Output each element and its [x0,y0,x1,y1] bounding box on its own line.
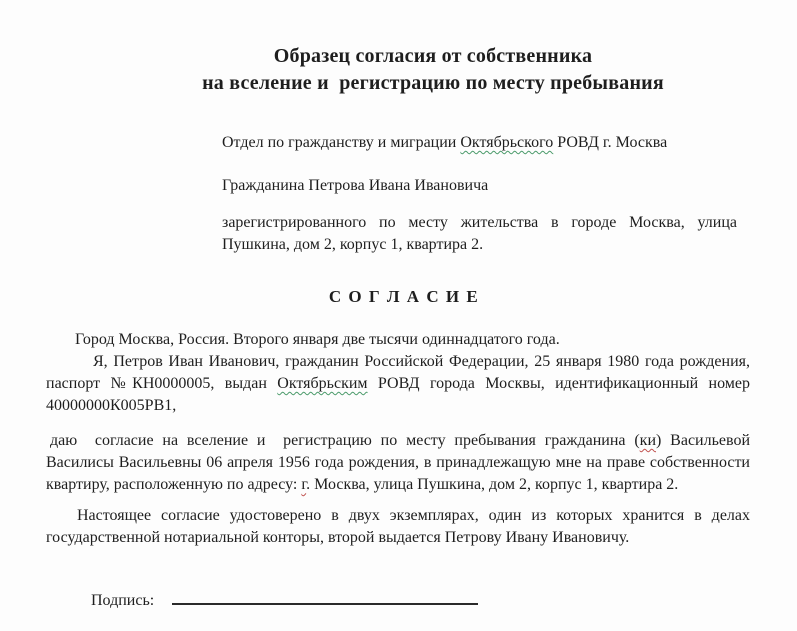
addressee-block [222,132,737,256]
signature-label: Подпись: [91,592,155,609]
paragraph-owner-identity: Я, Петров Иван Иванович, гражданин Российской Федерации, 25 января 1980 года рождения, паспорт №КН0000005, выдан Октябрьским РОВД города Москвы, идентификационный номер 40000000К005РВ1, [46,353,750,414]
paragraph-notary-copies: Настоящее согласие удостоверено в двух экземплярах, один из которых хранится в делах государственной нотариальной конторы, второй выдается Петрову Ивану Ивановичу. [46,507,750,546]
spellcheck-green-underline: Октябрьским [277,375,368,392]
title-line-1: Образец согласия от собственника [273,45,593,67]
paragraph-consent-statement: даю согласие на вселение и регистрацию по месту пребывания гражданина (ки) Васильевой Василисы Васильевны 06 апреля 1956 года рождения, в принадлежащую мне на праве собственности квартиру, расположенную по адресу: г. Москва, улица Пушкина, дом 2, корпус 1, квартира 2. [46,432,751,493]
consent-heading: С О Г Л А С И Е [328,287,480,306]
document-body [46,329,750,549]
addressee-department: Отдел по гражданству и миграции Октябрьского РОВД г. Москва [222,134,668,151]
signature-line [172,589,478,605]
signature-row [46,589,750,612]
spellcheck-red-underline: г [301,476,307,493]
spellcheck-red-underline: ки [639,432,657,449]
addressee-citizen: Гражданина Петрова Ивана Ивановича [222,177,489,194]
document-title [116,43,750,97]
title-line-2: на вселение и регистрацию по месту пребывания [202,72,664,94]
spellcheck-green-underline: Октябрьского [460,134,554,151]
addressee-registration-address: зарегистрированного по месту жительства в городе Москва, улица Пушкина, дом 2, корпус 1, квартира 2. [222,214,737,253]
paragraph-place-and-date: Город Москва, Россия. Второго января две тысячи одиннадцатого года. [75,331,560,348]
